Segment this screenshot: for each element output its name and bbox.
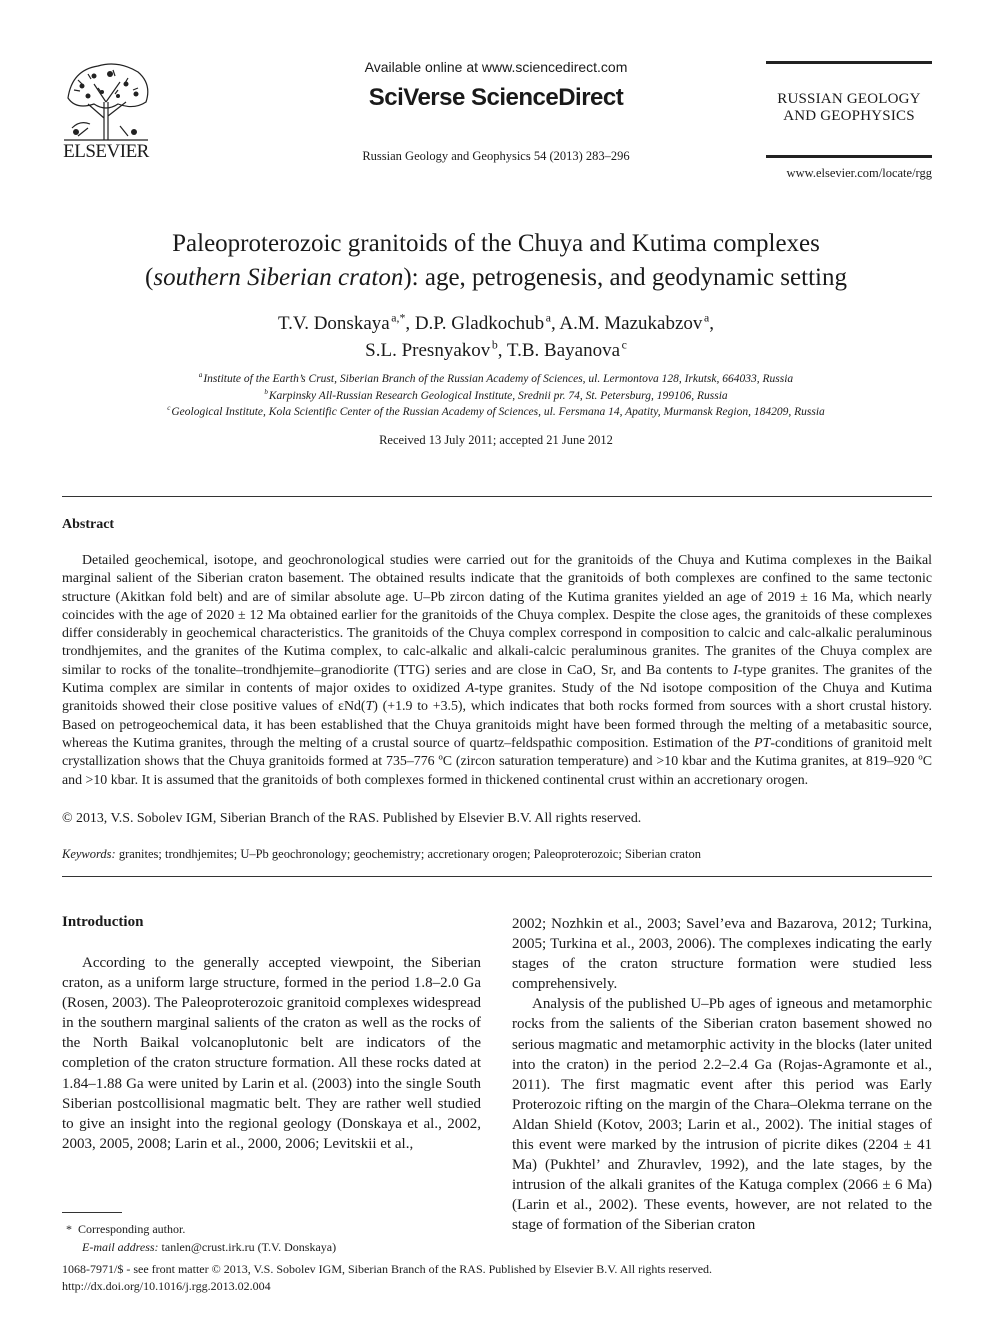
- email-note: [82, 1240, 336, 1255]
- author-mark: a,*: [391, 311, 406, 325]
- email-label: E-mail address:: [82, 1240, 159, 1254]
- doi-link[interactable]: http://dx.doi.org/10.1016/j.rgg.2013.02.004: [62, 1279, 271, 1293]
- abstract-italic: A: [465, 681, 475, 697]
- elsevier-tree-logo: [58, 58, 154, 142]
- header-rule-bottom: [766, 155, 932, 158]
- email-link[interactable]: tanlen@crust.irk.ru (T.V. Donskaya): [161, 1240, 337, 1254]
- abstract-run: -type granites. Study of the Nd isotope composition of the Chuya and Kutima granitoids showed their close positive values of εNd(: [62, 681, 932, 715]
- right-column-text: [512, 914, 932, 1236]
- footnote-rule: [62, 1212, 122, 1213]
- affiliation: [60, 390, 932, 402]
- author-name: T.B. Bayanova: [506, 340, 620, 361]
- header-rule-top: [766, 61, 932, 64]
- journal-title-line1: RUSSIAN GEOLOGY: [777, 91, 921, 107]
- abstract-text: [62, 552, 932, 790]
- affiliation-mark: b: [264, 388, 268, 397]
- keywords-label: Keywords:: [62, 847, 116, 861]
- sciverse-sciencedirect-logo: SciVerse ScienceDirect: [368, 84, 624, 111]
- abstract-run: Detailed geochemical, isotope, and geochronological studies were carried out for the granitoids of the Chuya and Kutima complexes in the Baikal marginal salient of the Siberian craton basement. The obtained results indicate that the granitoids of both complexes are confined to the same tectonic structure (Akitkan fold belt) and are of similar absolute age. U–Pb zircon dating of the Kutima granites yielded an age of 2019 ± 16 Ma, which nearly coincides with the age of 2020 ± 12 Ma obtained earlier for the granitoids of the Chuya complex. Despite the close ages, the granitoids of these complexes differ considerably in geochemical characteristics. The granitoids of the Chuya complex correspond in composition to calcic and calc-alkalic peraluminous trondhjemites, and the granites of the Kutima complex, to calc-alkalic and alkali-calcic peraluminous granites. The granites of the Chuya complex are similar to rocks of the tonalite–trondhjemite–granodiorite (TTG) series and are close in CaO, Sr, and Ba contents to: [62, 553, 932, 678]
- abstract-copyright: © 2013, V.S. Sobolev IGM, Siberian Branch of the RAS. Published by Elsevier B.V. All rights reserved.: [62, 811, 642, 826]
- corresponding-label: Corresponding author.: [78, 1222, 186, 1236]
- abstract-italic: PT: [754, 735, 771, 751]
- issn-line: 1068-7971/$ - see front matter © 2013, V.S. Sobolev IGM, Siberian Branch of the RAS. Published by Elsevier B.V. All rights reserved.: [62, 1262, 713, 1276]
- abstract-bottom-rule: [62, 876, 932, 877]
- author-name: A.M. Mazukabzov: [559, 313, 703, 334]
- keywords: [62, 847, 932, 862]
- abstract-run: -type granites. The granites of the Kutima complex are similar in contents of major oxides to oxidized: [62, 662, 932, 697]
- abstract-heading: Abstract: [62, 517, 115, 532]
- title-italic: southern Siberian craton: [153, 264, 404, 291]
- left-column-text: According to the generally accepted viewpoint, the Siberian craton, as a uniform large structure, formed in the period 1.8–2.0 Ga (Rosen, 2003). The Paleoproterozoic granitoid complexes widespread in the southern marginal salients of the craton as well as the rocks of the North Baikal volcanoplutonic belt are indicators of the completion of the craton structure formation. All these rocks dated at 1.84–1.88 Ga were united by Larin et al. (2003) into the single South Siberian postcollisional magmatic belt. They are rather well studied to give an insight into the regional geology (Donskaya et al., 2002, 2003, 2005, 2008; Larin et al., 2000, 2006; Levitskii et al.,: [62, 955, 481, 1152]
- received-dates: Received 13 July 2011; accepted 21 June 2012: [379, 433, 613, 447]
- paragraph: Analysis of the published U–Pb ages of igneous and metamorphic rocks from the salients of the Siberian craton basement showed no serious magmatic and metamorphic activity in the blocks (later united into the craton) in the period 2.2–2.4 Ga (Rojas-Agramonte et al., 2011). The first magmatic event after this period was Early Proterozoic rifting on the margin of the Chara–Olekma terrane on the Aldan Shield (Kotov, 2003; Larin et al., 2002). The initial stages of this event were marked by the intrusion of picrite dikes (2204 ± 41 Ma) (Pukhtel’ and Zhuravlev, 1992), and the late stages, by the intrusion of the alkali granites of the Katuga complex (2066 ± 6 Ma) (Larin et al., 2002). These events, however, are not related to the stage of formation of the Siberian craton: [512, 996, 932, 1234]
- affiliation-mark: c: [167, 404, 171, 413]
- author-list: [60, 310, 932, 364]
- journal-url-link[interactable]: www.elsevier.com/locate/rgg: [786, 166, 932, 180]
- abstract-run: ) (+1.9 to +3.5), which indicates that both rocks formed from sources with a short crustal history. Based on petrogeochemical data, it has been established that the Chuya granitoids might have been formed through the melting of a metabasitic source, whereas the Kutima granites, through the melting of a crustal source of quartz–feldspathic composition. Estimation of the: [62, 699, 932, 751]
- affiliation-text: Geological Institute, Kola Scientific Center of the Russian Academy of Sciences, ul. Fersmana 14, Apatity, Murmansk Region, 184209, Russia: [171, 406, 825, 418]
- author-mark: a: [704, 311, 710, 325]
- affiliation: [60, 406, 932, 418]
- elsevier-wordmark: ELSEVIER: [63, 141, 149, 162]
- title-line2-rest: ): age, petrogenesis, and geodynamic setting: [403, 264, 847, 291]
- title-line2: (southern Siberian craton): age, petrogenesis, and geodynamic setting: [145, 264, 847, 291]
- affiliation-text: Institute of the Earth’s Crust, Siberian Branch of the Russian Academy of Sciences, ul. Lermontova 128, Irkutsk, 664033, Russia: [203, 373, 794, 385]
- affiliation-text: Karpinsky All-Russian Research Geological Institute, Srednii pr. 74, St. Petersburg, 199106, Russia: [268, 390, 728, 402]
- authors-line1: T.V. Donskaya $^{a,*}$, D.P. Gladkochub $^a$, A.M. Mazukabzov $^a$,: [277, 311, 714, 334]
- journal-title: [766, 91, 932, 125]
- affiliation-mark: a: [198, 371, 203, 380]
- affiliation: [60, 373, 932, 385]
- author-name: S.L. Presnyakov: [365, 340, 491, 361]
- author-mark: a: [545, 311, 551, 325]
- journal-title-line2: AND GEOPHYSICS: [783, 108, 915, 124]
- abstract-top-rule: [62, 496, 932, 497]
- corresponding-author-note: [66, 1222, 185, 1237]
- available-online-notice[interactable]: Available online at www.sciencedirect.com: [364, 59, 628, 75]
- keywords-list: granites; trondhjemites; U–Pb geochronology; geochemistry; accretionary orogen; Paleoproterozoic; Siberian craton: [118, 847, 701, 861]
- journal-citation: Russian Geology and Geophysics 54 (2013) 283–296: [362, 149, 630, 163]
- footnote-star: *: [66, 1222, 72, 1236]
- author-mark: b: [491, 338, 498, 352]
- abstract-italic: I: [733, 662, 738, 678]
- introduction-heading: Introduction: [62, 914, 144, 930]
- paragraph: 2002; Nozhkin et al., 2003; Savel’eva and Bazarova, 2012; Turkina, 2005; Turkina et al., 2003, 2006). The complexes indicating the early stages of the craton structure formation were studied less comprehensively.: [512, 916, 932, 993]
- authors-line2: S.L. Presnyakov $^b$, T.B. Bayanova $^c$: [365, 338, 627, 361]
- abstract-italic: T: [365, 699, 374, 715]
- author-name: D.P. Gladkochub: [414, 313, 545, 334]
- author-name: T.V. Donskaya: [277, 313, 390, 334]
- author-mark: c: [621, 338, 627, 352]
- article-title: [60, 227, 932, 295]
- title-line1: Paleoproterozoic granitoids of the Chuya and Kutima complexes: [172, 230, 820, 257]
- abstract-run: -conditions of granitoid melt crystallization shows that the Chuya granitoids formed at 735–776 ºC (zircon saturation temperature) and >10 kbar and the Kutima granites, at 819–920 ºC and >10 kbar. It is assumed that the granitoids of both complexes formed in thickened continental crust within an accretionary orogen.: [62, 735, 932, 788]
